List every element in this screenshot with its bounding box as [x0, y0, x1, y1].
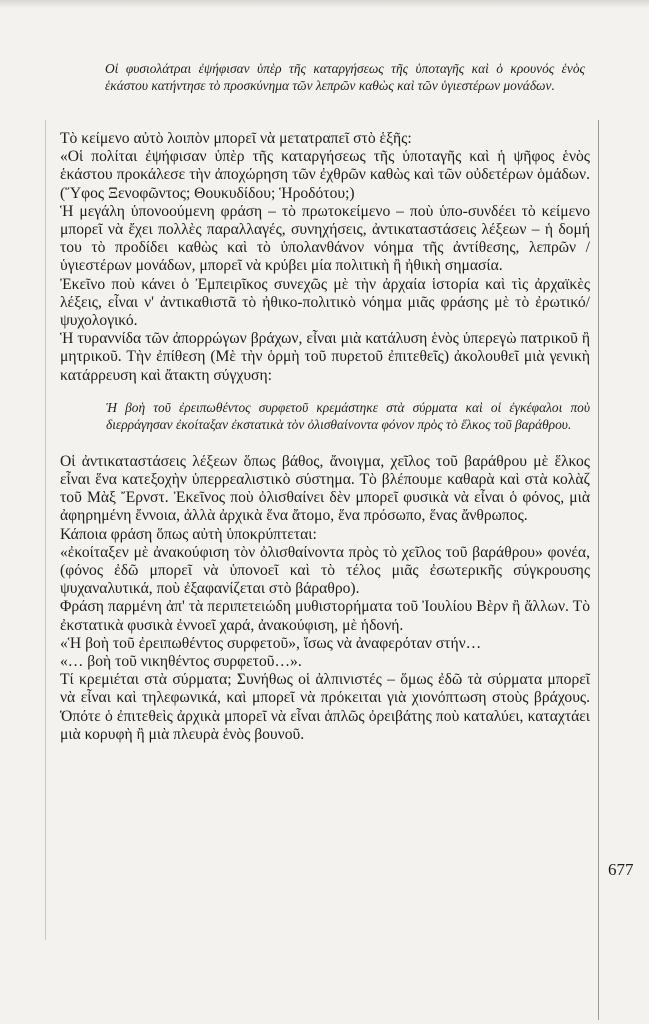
epigraph-quote: Οἱ φυσιολάτραι ἐψήφισαν ὑπὲρ τῆς καταργήσεως τῆς ὑποταγῆς καὶ ὁ κρουνός ἑνὸς ἑκάστου κατήντησε τὸ προσκύνημα τῶν λεπρῶν καθὼς καὶ τῶν ὑγιεστέρων μονάδων.	[105, 61, 585, 93]
paragraph: «ἐκοίταξεν μὲ ἀνακούφιση τὸν ὀλισθαίνοντα πρὸς τὸ χεῖλος τοῦ βαράθρου» φονέα, (φόνος ἐδῶ μπορεῖ νὰ ὑπονοεῖ καὶ τὸ τέλος μιᾶς ἐσωτερικῆς σύγκρουσης ψυχαναλυτικά, ποὺ ἐξαφανίζεται στὸ βάραθρο).	[60, 543, 590, 598]
block-quote: Ἡ βοὴ τοῦ ἐρειπωθέντος συρφετοῦ κρεμάστηκε στὰ σύρματα καὶ οἱ ἐγκέφαλοι ποὺ διερράγησαν ἐκοίταξαν ἐκστατικὰ τὸν ὀλισθαίνοντα φόνον πρὸς τὸ ἕλκος τοῦ βαράθρου.	[106, 399, 590, 432]
paragraph: «… βοὴ τοῦ νικηθέντος συρφετοῦ…».	[60, 653, 302, 671]
paragraph: «Ἡ βοὴ τοῦ ἐρειπωθέντος συρφετοῦ», ἴσως νὰ ἀναφερόταν στήν…	[60, 634, 482, 652]
paragraph: Φράση παρμένη ἀπ' τὰ περιπετειώδη μυθιστορήματα τοῦ Ἰουλίου Βὲρν ἢ ἄλλων. Τὸ ἐκστατικὰ φυσικὰ ἐννοεῖ χαρά, ἀνακούφιση, μὲ ἡδονή.	[60, 598, 590, 634]
paragraph: Κάποια φράση ὅπως αὐτὴ ὑποκρύπτεται:	[60, 525, 317, 543]
page-number: 677	[608, 860, 634, 879]
paragraph: Ἡ τυραννίδα τῶν ἀπορρώγων βράχων, εἶναι μιὰ κατάλυση ἑνὸς ὑπερεγὼ πατρικοῦ ἢ μητρικοῦ. Τὴν ἐπίθεση (Μὲ τὴν ὁρμὴ τοῦ πυρετοῦ ἐπιτεθεῖς) ἀκολουθεῖ μιὰ γενικὴ κατάρρευση καὶ ἄτακτη σύγχυση:	[60, 330, 590, 384]
scan-top-edge	[0, 0, 649, 8]
margin-rule	[598, 120, 599, 1020]
gutter-line	[45, 120, 46, 940]
paragraph: Ἡ μεγάλη ὑπονοούμενη φράση – τὸ πρωτοκείμενο – ποὺ ὑπο-συνδέει τὸ κείμενο μπορεῖ νὰ ἔχει πολλὲς παραλλαγές, συνηχήσεις, ἀντικαταστάσεις λέξεων – ἡ δομή του τὸ προδίδει καθὼς καὶ τὸ ὑπολανθάνον νόημα τῆς ἀντίθεσης, λεπρῶν / ὑγιεστέρων μονάδων, μπορεῖ νὰ κρύβει μία πολιτικὴ ἢ ἠθικὴ σημασία.	[60, 202, 590, 275]
paragraph: «Οἱ πολίται ἐψήφισαν ὑπὲρ τῆς καταργήσεως τῆς ὑποταγῆς καὶ ἡ ψῆφος ἑνὸς ἑκάστου προκάλεσε τὴν ἀποχώρηση τῶν ἐχθρῶν καθὼς καὶ τῶν οὐδετέρων ὁμάδων. (Ὕφος Ξενοφῶντος; Θουκυδίδου; Ἡροδότου;)	[60, 148, 590, 202]
paragraph: Τί κρεμιέται στὰ σύρματα; Συνήθως οἱ ἀλπινιστές – ὅμως ἐδῶ τὰ σύρματα μπορεῖ νὰ εἶναι καὶ τηλεφωνικά, καὶ μπορεῖ νὰ πρόκειται γιὰ χιονόπτωση στοὺς βράχους. Ὁπότε ὁ ἐπιτεθεὶς ἀρχικὰ μπορεῖ νὰ εἶναι ἁπλῶς ὀρειβάτης ποὺ καταλύει, καταχτάει μιὰ κορυφὴ ἢ μιὰ πλευρὰ ἑνὸς βουνοῦ.	[60, 671, 590, 743]
paragraph: Τὸ κείμενο αὐτὸ λοιπὸν μπορεῖ νὰ μετατραπεῖ στὸ ἑξῆς:	[60, 130, 412, 147]
paragraph: Ἐκεῖνο ποὺ κάνει ὁ Ἐμπειρῖκος συνεχῶς μὲ τὴν ἀρχαία ἱστορία καὶ τὶς ἀρχαϊκὲς λέξεις, εἶναι ν' ἀντικαθιστᾶ τὸ ἠθικο-πολιτικὸ νόημα μιᾶς φράσης μὲ τὸ ἐρωτικό/ψυχολογικό.	[60, 275, 590, 330]
paragraph: Οἱ ἀντικαταστάσεις λέξεων ὅπως βάθος, ἄνοιγμα, χεῖλος τοῦ βαράθρου μὲ ἕλκος εἶναι ἕνα κατεξοχὴν ὑπερρεαλιστικὸ σύστημα. Τὸ βλέπουμε καθαρὰ καὶ στὰ κολὰζ τοῦ Μὰξ Ἔρνστ. Ἐκεῖνος ποὺ ὀλισθαίνει δὲν μπορεῖ φυσικὰ νὰ εἶναι ὁ φόνος, μιὰ ἀφηρημένη ἔννοια, ἀλλὰ ἀρχικὰ ἕνα ἄτομο, ἕνα πρόσωπο, ἕνας ἄνθρωπος.	[60, 452, 590, 525]
main-text	[60, 130, 590, 744]
